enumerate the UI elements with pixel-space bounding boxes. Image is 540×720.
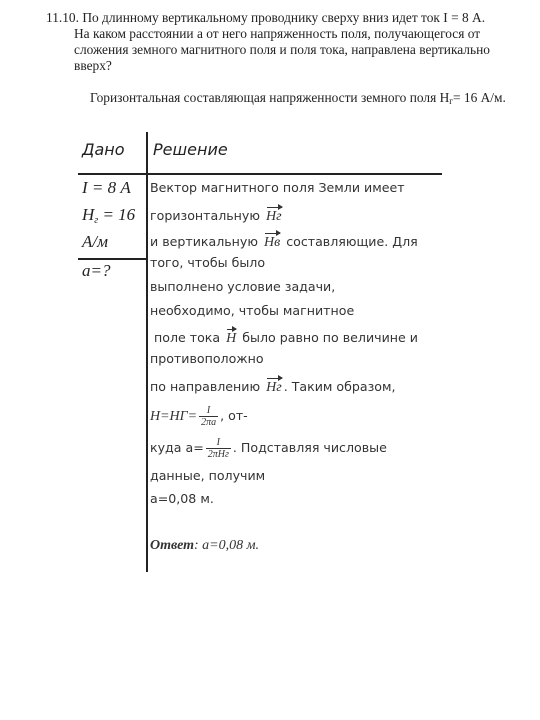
problem-line-3: сложения земного магнитного поля и поля тока, направлена вертикально (74, 42, 490, 57)
given-h-symbol: H (82, 205, 95, 224)
vector-h-vertical: Hв (264, 231, 280, 251)
answer (150, 537, 259, 554)
given-field-strength (82, 205, 135, 226)
solution-line-11 (150, 437, 387, 460)
given-unit: А/м (82, 232, 108, 251)
solution-line-2 (150, 205, 284, 225)
solution-line-12: данные, получим (150, 468, 266, 483)
solution-line-9-post: . Таким образом, (283, 379, 396, 394)
given-h-value: = 16 (98, 205, 136, 224)
solution-line-3-pre: и вертикальную (150, 234, 258, 249)
solution-line-11-post: . Подставляя числовые (232, 440, 387, 455)
problem-line-1: 11.10. По длинному вертикальному проводнику сверху вниз идет ток I = 8 А. (46, 10, 486, 25)
fraction-numerator: I (199, 405, 218, 417)
solution-line-3 (150, 231, 418, 251)
solution-line-6: необходимо, чтобы магнитное (150, 303, 355, 318)
given-find-divider (78, 258, 146, 260)
vector-h-horizontal: Hг (266, 205, 282, 225)
fraction-numerator-2: I (206, 437, 231, 449)
solution-line-4: того, чтобы было (150, 255, 266, 270)
solution-line-7 (154, 327, 418, 347)
fraction-i-over-2pia (199, 405, 218, 428)
table-vertical-divider (146, 132, 148, 572)
solution-line-11-pre: куда a= (150, 440, 204, 455)
solution-line-8: противоположно (150, 351, 264, 366)
solution-line-10-post: , от- (220, 408, 248, 423)
solution-line-7-post: было равно по величине и (242, 330, 418, 345)
solution-line-13: a=0,08 м. (150, 491, 214, 506)
solution-line-10 (150, 405, 248, 428)
fraction-i-over-2pihg (206, 437, 231, 460)
fraction-denominator-2: 2πHг (207, 449, 229, 460)
table-header-divider (78, 173, 442, 175)
solution-line-1: Вектор магнитного поля Земли имеет (150, 180, 405, 195)
solution-line-3-post: составляющие. Для (286, 234, 418, 249)
solution-line-5: выполнено условие задачи, (150, 279, 336, 294)
problem-line-4: вверх? (74, 58, 112, 73)
problem-line-2: На каком расстоянии a от него напряженность поля, получающегося от (74, 26, 481, 41)
find-unknown: a=? (82, 261, 111, 280)
problem-line-5-subscript: г (449, 96, 453, 106)
vector-h-horizontal-2: Hг (266, 376, 282, 396)
given-current: I = 8 А (82, 178, 131, 197)
solution-line-9 (150, 376, 396, 396)
fraction-denominator: 2πa (201, 417, 217, 428)
solution-line-9-pre: по направлению (150, 379, 261, 394)
given-h-subscript: г (94, 215, 99, 226)
solution-title: Решение (153, 140, 228, 159)
given-title: Дано (82, 140, 125, 159)
formula-h-equals: H=HГ= (150, 409, 198, 424)
answer-value: : a=0,08 м. (194, 538, 260, 553)
problem-line-5-value: = 16 А/м. (452, 90, 506, 105)
problem-line-5 (90, 90, 506, 110)
answer-label: Ответ (150, 538, 195, 553)
solution-line-7-pre: поле тока (154, 330, 221, 345)
problem-line-5-text: Горизонтальная составляющая напряженности земного поля H (90, 90, 450, 105)
vector-h-current: H (226, 327, 236, 347)
solution-line-2-text: горизонтальную (150, 208, 260, 223)
